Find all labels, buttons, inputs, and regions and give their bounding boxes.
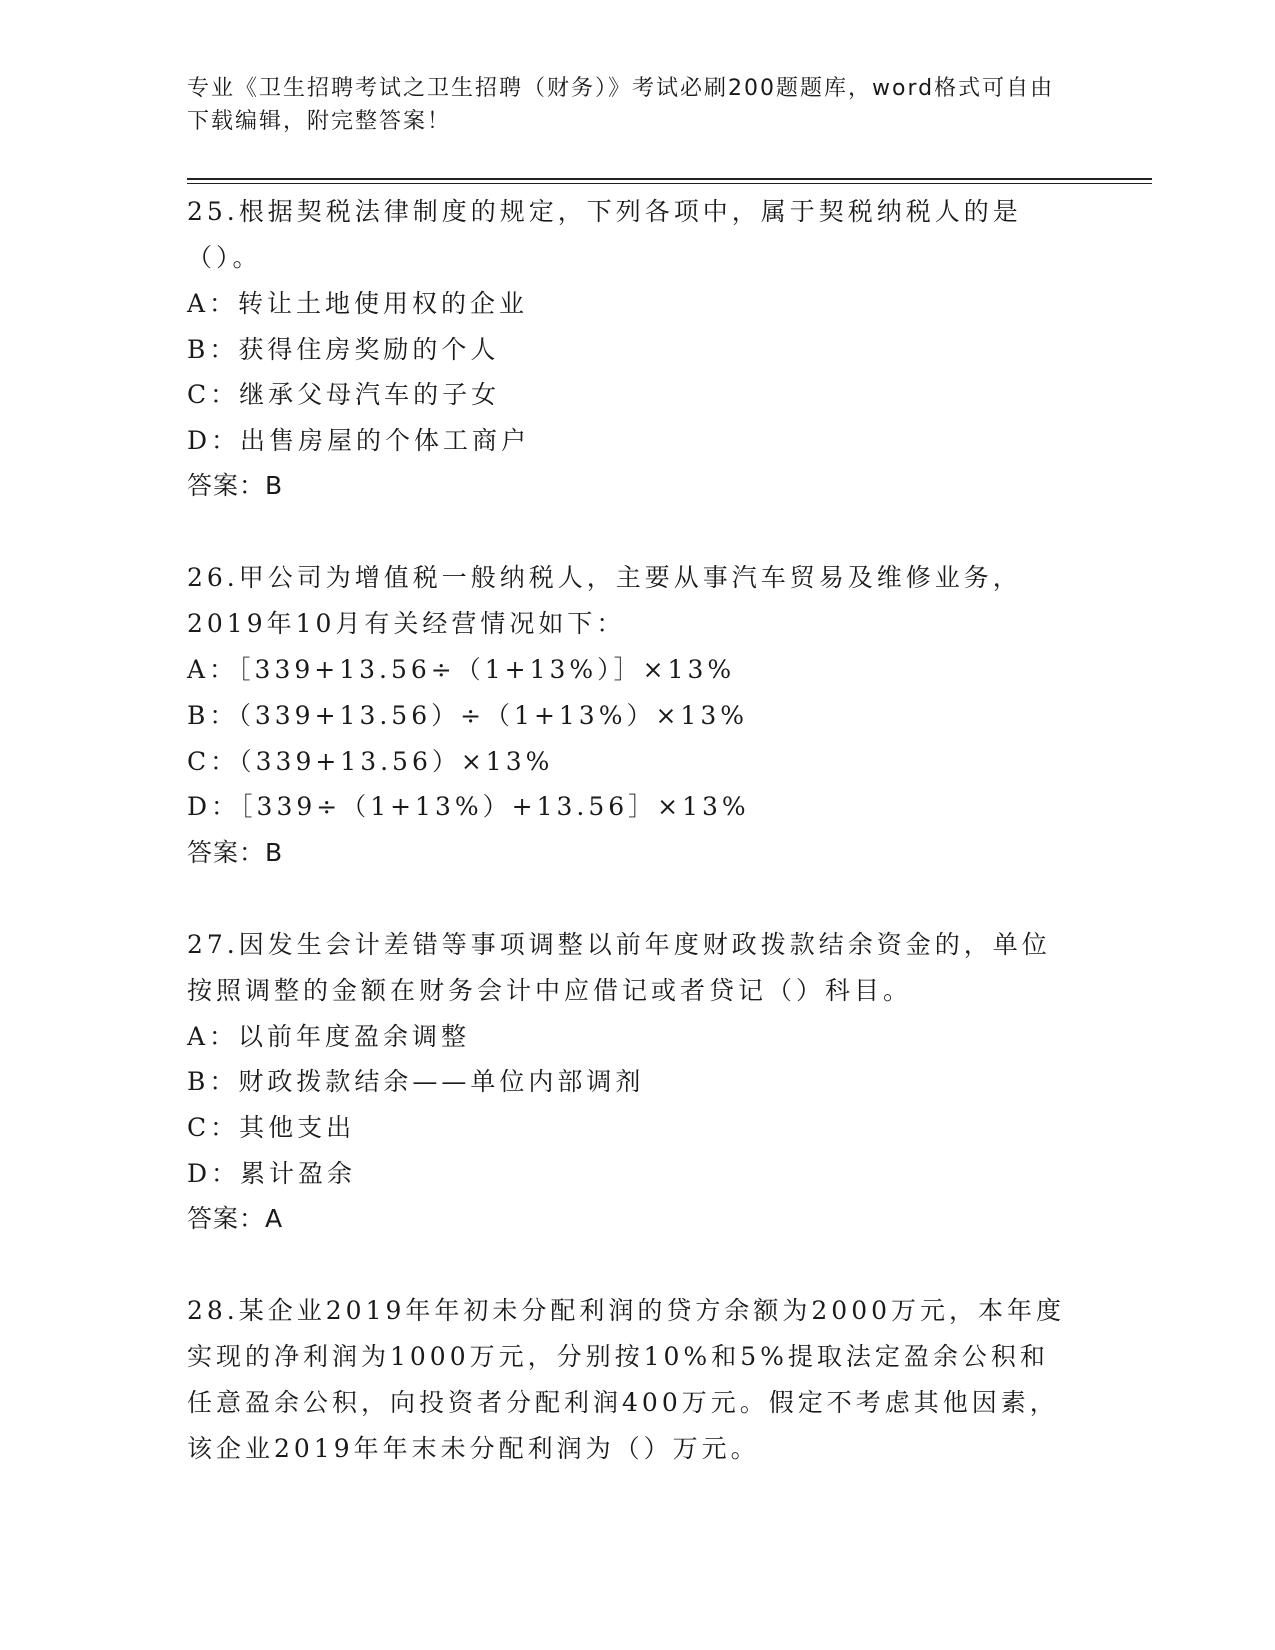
answer-line: 答案：B (187, 471, 284, 501)
option-c: C：其他支出 (187, 1112, 356, 1142)
option-a: A：转让土地使用权的企业 (187, 289, 529, 318)
option-b: B：财政拨款结余——单位内部调剂 (187, 1067, 645, 1097)
document-header: 专业《卫生招聘考试之卫生招聘（财务）》考试必刷200题题库，word格式可自由下载编辑，附完整答案！ (187, 76, 1055, 134)
option-d: D：累计盈余 (187, 1158, 357, 1188)
question-spacer (187, 1242, 1067, 1288)
question-stem: 25.根据契税法律制度的规定，下列各项中，属于契税纳税人的是（）。 (187, 197, 1022, 272)
question-28 (187, 1288, 1067, 1472)
question-27 (187, 922, 1067, 1242)
option-b: B：获得住房奖励的个人 (187, 334, 500, 364)
option-b: B：（339+13.56）÷（1+13%）×13% (187, 700, 748, 730)
header-divider-thin (187, 183, 1152, 184)
question-spacer (187, 509, 1067, 555)
question-list (187, 189, 1067, 1472)
answer-line: 答案：A (187, 1204, 284, 1234)
option-c: C：（339+13.56）×13% (187, 746, 554, 776)
option-d: D：［339÷（1+13%）+13.56］×13% (187, 792, 750, 822)
option-d: D：出售房屋的个体工商户 (187, 425, 531, 455)
option-a: A：［339+13.56÷（1+13%）］×13% (187, 655, 736, 685)
question-stem: 28.某企业2019年年初未分配利润的贷方余额为2000万元，本年度实现的净利润为1000万元，分别按10%和5%提取法定盈余公积和任意盈余公积，向投资者分配利润400万元。假定不考虑其他因素，该企业2019年年末未分配利润为（）万元。 (187, 1296, 1066, 1464)
question-25 (187, 189, 1067, 509)
option-c: C：继承父母汽车的子女 (187, 380, 501, 410)
question-stem: 26.甲公司为增值税一般纳税人，主要从事汽车贸易及维修业务，2019年10月有关经营情况如下： (187, 563, 1022, 639)
option-a: A：以前年度盈余调整 (187, 1021, 471, 1051)
question-spacer (187, 876, 1067, 922)
header-divider-thick (187, 178, 1152, 180)
question-stem: 27.因发生会计差错等事项调整以前年度财政拨款结余资金的，单位按照调整的金额在财务会计中应借记或者贷记（）科目。 (187, 929, 1051, 1005)
question-26 (187, 555, 1067, 875)
answer-line: 答案：B (187, 837, 284, 867)
